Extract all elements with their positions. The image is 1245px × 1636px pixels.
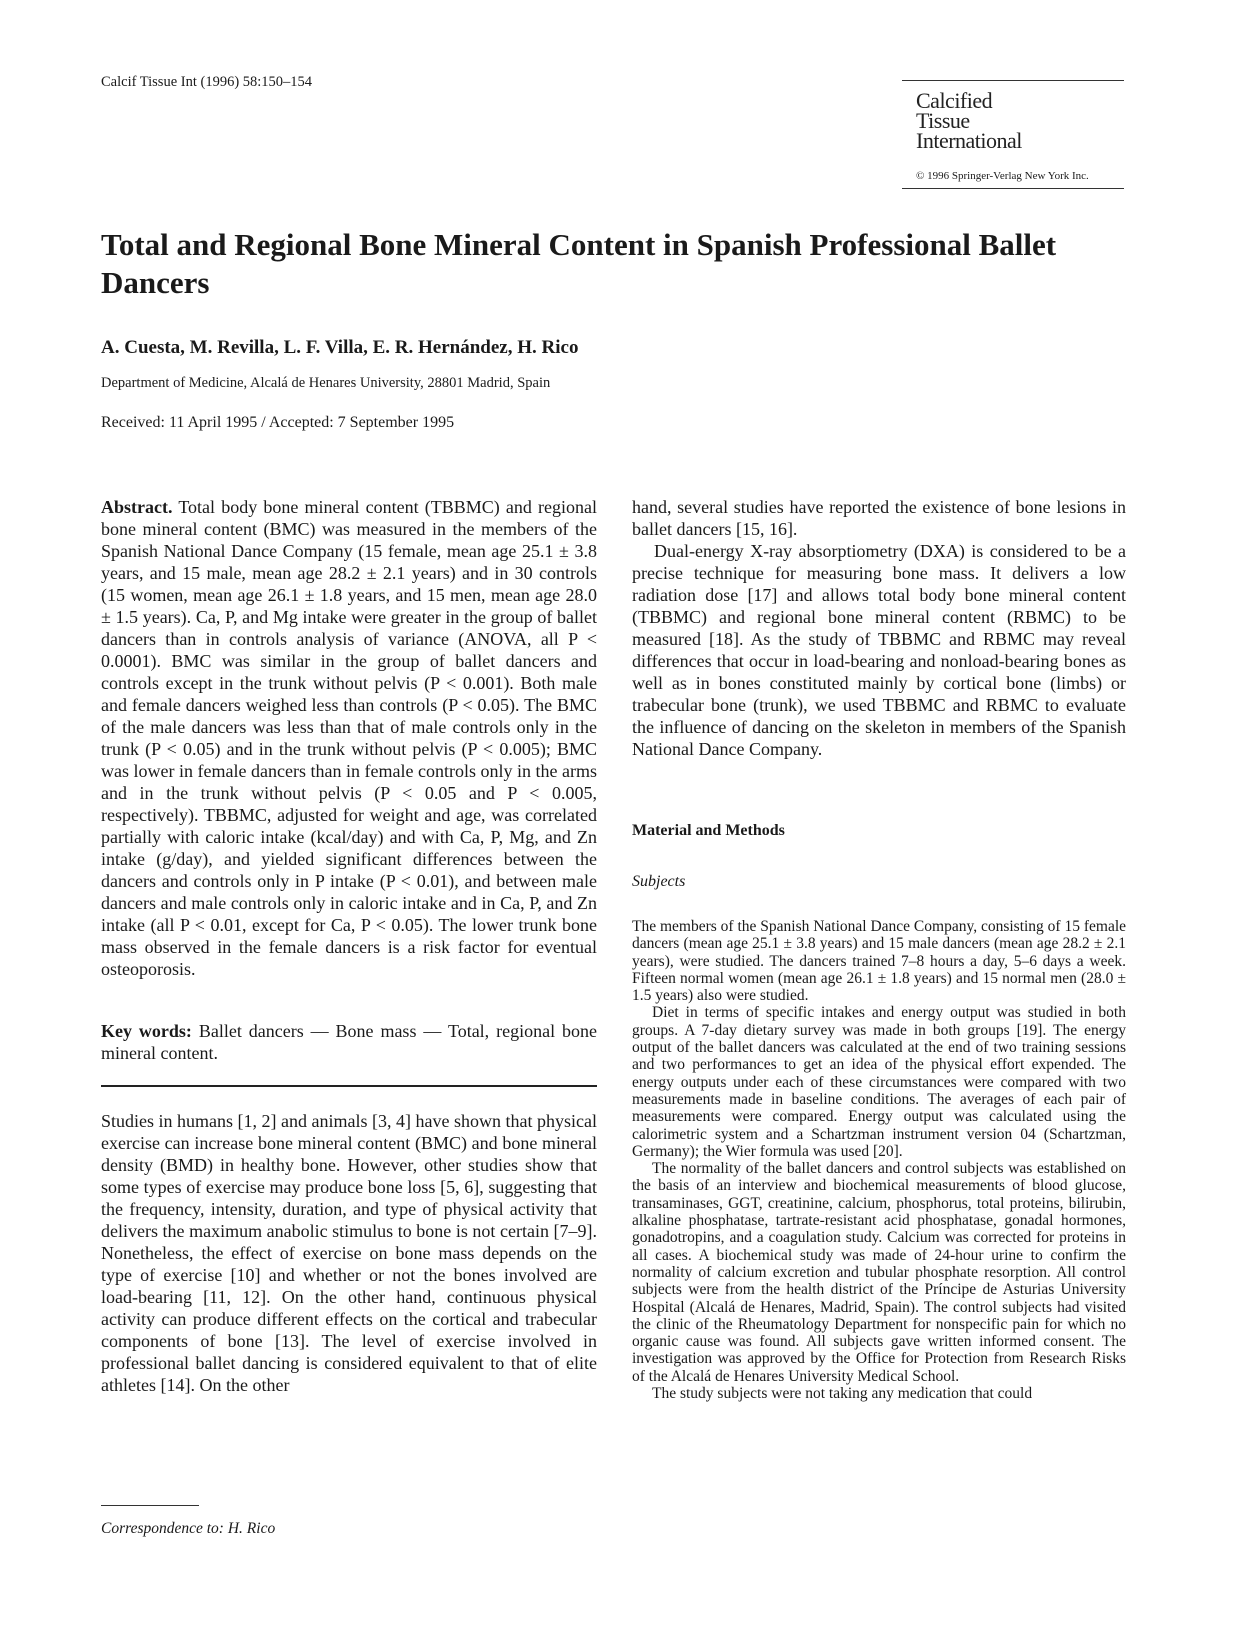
author-list: A. Cuesta, M. Revilla, L. F. Villa, E. R. Hernández, H. Rico [101, 337, 579, 358]
logo-line-3: International [916, 128, 1022, 153]
paragraph: The normality of the ballet dancers and control subjects was established on the basis of an interview and biochemical measurements of blood glucose, transaminases, GGT, creatinine, calcium, phosphorus, total proteins, bilirubin, alkaline phosphatase, tartrate-resistant acid phosphatase, gonadal hormones, gonadotropins, and a coagulation study. Calcium was corrected for proteins in all cases. A biochemical study was made of 24-hour urine to confirm the normality of calcium excretion and tubular phosphate resorption. All control subjects were from the health district of the Príncipe de Asturias University Hospital (Alcalá de Henares, Madrid, Spain). The control subjects had visited the clinic of the Rheumatology Department for nonspecific pain for which no organic cause was found. All subjects gave written informed consent. The investigation was approved by the Office for Protection from Research Risks of the Alcalá de Henares University Medical School. [632, 1160, 1126, 1385]
paragraph: Diet in terms of specific intakes and energy output was studied in both groups. A 7-day dietary survey was made in both groups [19]. The energy output of the ballet dancers was calculated at the end of two training sessions and two performances to get an idea of the physical effort expended. The energy outputs under each of these circumstances were compared with two measurements made in baseline conditions. The averages of each pair of measurements were compared. Energy output was calculated using the calorimetric system and a Schartzman instrument version 04 (Schartzman, Germany); the Wier formula was used [20]. [632, 1004, 1126, 1160]
logo-line-1: Calcified [916, 88, 993, 113]
abstract-label: Abstract. [101, 497, 173, 517]
paragraph: The study subjects were not taking any medication that could [652, 1385, 1033, 1403]
introduction-text: Studies in humans [1, 2] and animals [3, 4] have shown that physical exercise can increase bone mineral content (BMC) and bone mineral density (BMD) in healthy bone. However, other studies show that some types of exercise may produce bone loss [5, 6], suggesting that the frequency, intensity, duration, and type of physical activity that delivers the maximum anabolic stimulus to bone is not certain [7–9]. Nonetheless, the effect of exercise on bone mass depends on the type of exercise [10] and whether or not the bones involved are load-bearing [11, 12]. On the other hand, continuous physical activity can produce different effects on the cortical and trabecular components of bone [13]. The level of exercise involved in professional ballet dancing is considered equivalent to that of elite athletes [14]. On the other [101, 1111, 597, 1395]
abstract-text: Total body bone mineral content (TBBMC) and regional bone mineral content (BMC) was measured in the members of the Spanish National Dance Company (15 female, mean age 25.1 ± 3.8 years, and 15 male, mean age 28.2 ± 2.1 years) and in 30 controls (15 women, mean age 26.1 ± 1.8 years, and 15 men, mean age 28.0 ± 1.5 years). Ca, P, and Mg intake were greater in the group of ballet dancers than in controls analysis of variance (ANOVA, all P < 0.0001). BMC was similar in the group of ballet dancers and controls except in the trunk without pelvis (P < 0.001). Both male and female dancers weighed less than controls (P < 0.05). The BMC of the male dancers was less than that of male controls only in the trunk (P < 0.05) and in the trunk without pelvis (P < 0.005); BMC was lower in female dancers than in female controls only in the arms and in the trunk without pelvis (P < 0.05 and P < 0.005, respectively). TBBMC, adjusted for weight and age, was correlated partially with caloric intake (kcal/day) and with Ca, P, Mg, and Zn intake (g/day), and yielded significant differences between the dancers and controls only in P intake (P < 0.01), and between male dancers and male controls only in caloric intake and in Ca, P, and Zn intake (all P < 0.01, except for Ca, P < 0.05). The lower trunk bone mass observed in the female dancers is a risk factor for eventual osteoporosis. [101, 497, 597, 979]
keywords-text: Ballet dancers — Bone mass — Total, regional bone mineral content. [101, 1021, 597, 1063]
right-column-intro [632, 496, 1126, 760]
copyright-notice: © 1996 Springer-Verlag New York Inc. [916, 170, 1089, 182]
journal-reference: Calcif Tissue Int (1996) 58:150–154 [101, 74, 313, 90]
article-title: Total and Regional Bone Mineral Content in Spanish Professional Ballet Dancers [101, 227, 1057, 300]
abstract [101, 496, 597, 980]
section-heading: Material and Methods [632, 822, 785, 839]
paragraph: The members of the Spanish National Dance Company, consisting of 15 female dancers (mean age 25.1 ± 3.8 years) and 15 male dancers (mean age 28.2 ± 2.1 years), were studied. The dancers trained 7–8 hours a day, 5–6 days a week. Fifteen normal women (mean age 26.1 ± 1.8 years) and 15 normal men (28.0 ± 1.5 years) also were studied. [632, 918, 1127, 1005]
journal-logo [916, 88, 1022, 153]
logo-line-2: Tissue [916, 108, 970, 133]
correspondence-text: Correspondence to: H. Rico [101, 1520, 276, 1537]
paragraph: Dual-energy X-ray absorptiometry (DXA) is considered to be a precise technique for measuring bone mass. It delivers a low radiation dose [17] and allows total body bone mineral content (TBBMC) and regional bone mineral content (RBMC) to be measured [18]. As the study of TBBMC and RBMC may reveal differences that occur in load-bearing and nonload-bearing bones as well as in bones constituted mainly by cortical bone (limbs) or trabecular bone (trunk), we used TBBMC and RBMC to evaluate the influence of dancing on the skeleton in members of the Spanish National Dance Company. [632, 541, 1126, 759]
abstract-divider [101, 1085, 597, 1087]
received-accepted-dates: Received: 11 April 1995 / Accepted: 7 September 1995 [101, 414, 455, 431]
paragraph: hand, several studies have reported the existence of bone lesions in ballet dancers [15, 16]. [632, 497, 1126, 539]
keywords-label: Key words: [101, 1021, 192, 1041]
methods-text [632, 918, 1126, 1402]
keywords [101, 1020, 597, 1064]
logo-bottom-rule [902, 188, 1124, 189]
footnote-rule [101, 1505, 199, 1506]
correspondence-footnote [101, 1520, 275, 1538]
affiliation: Department of Medicine, Alcalá de Henares University, 28801 Madrid, Spain [101, 375, 551, 391]
subsection-heading: Subjects [632, 873, 686, 890]
logo-top-rule [902, 80, 1124, 81]
